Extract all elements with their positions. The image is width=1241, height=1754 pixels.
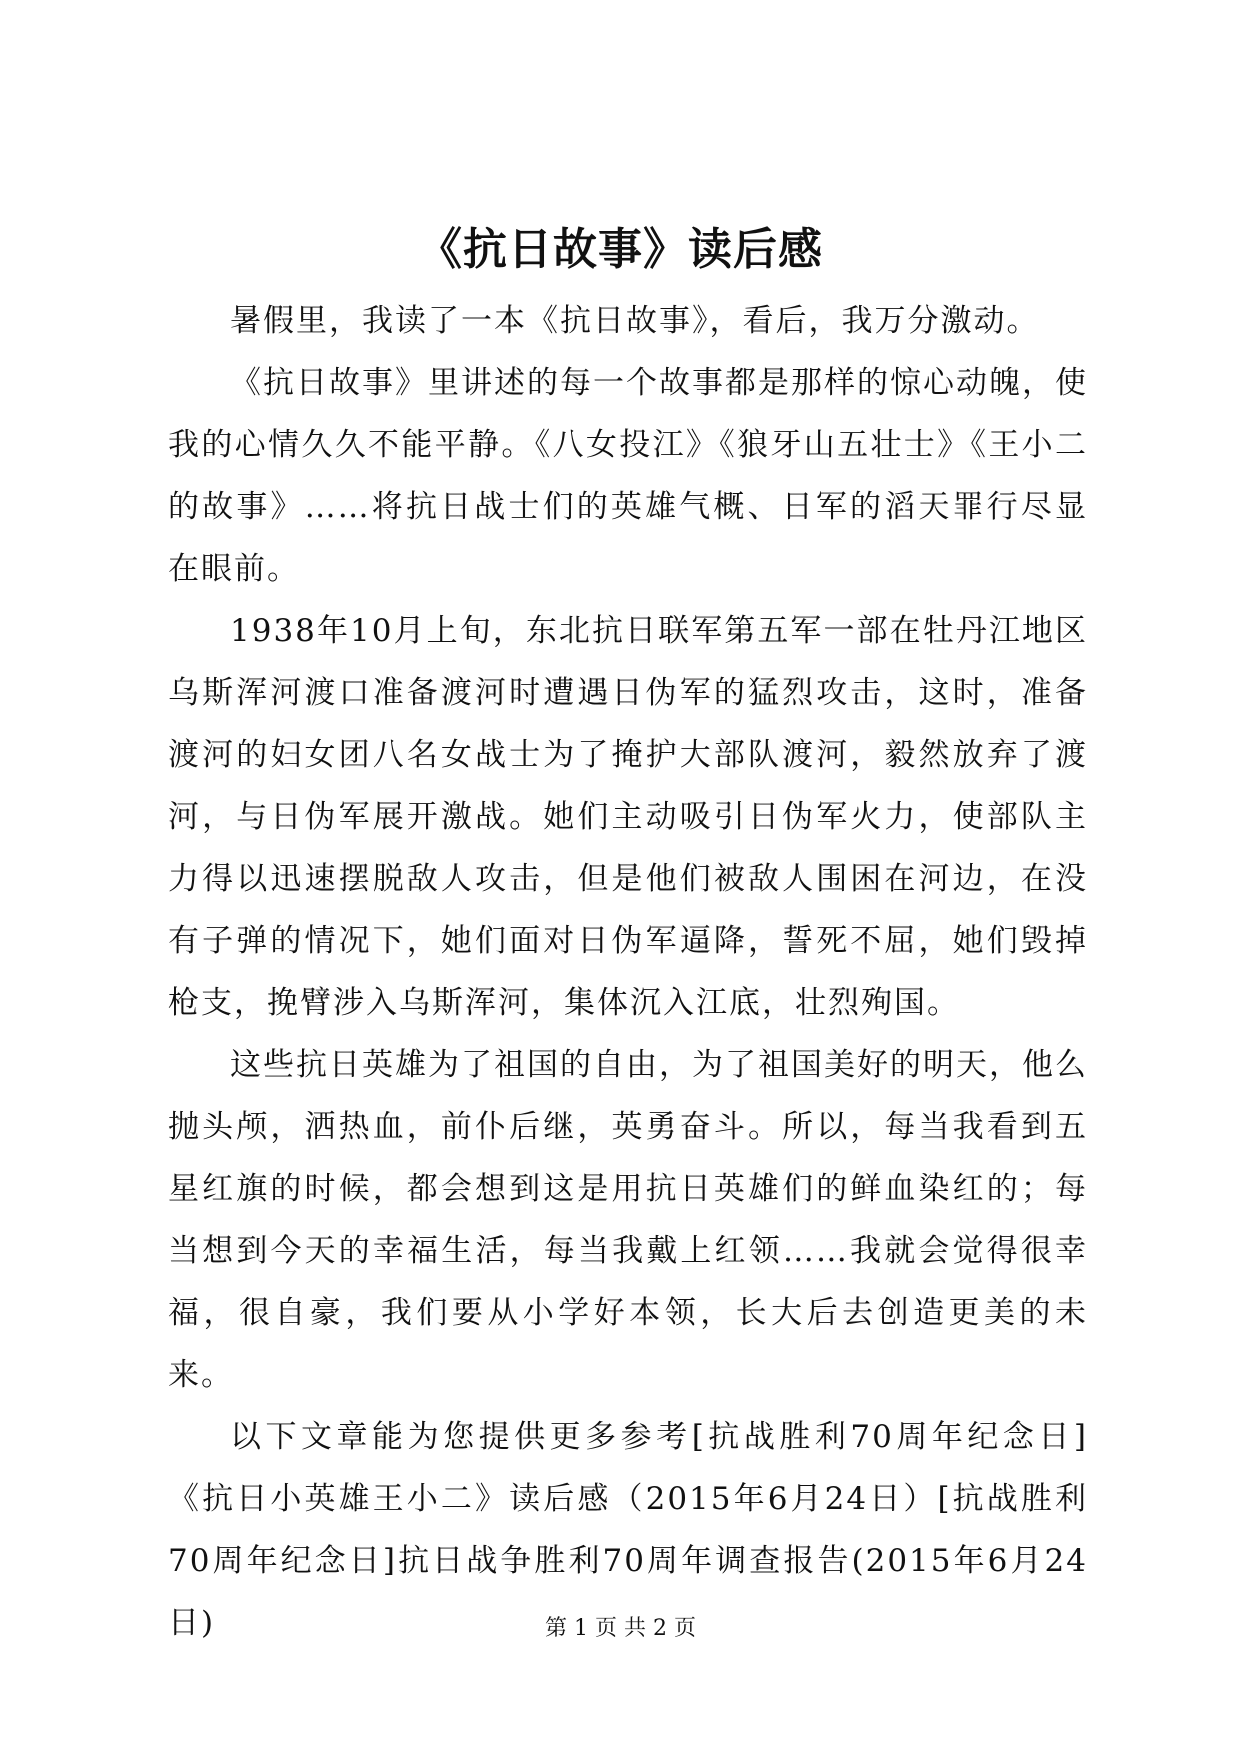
paragraph-3: 1938年10月上旬，东北抗日联军第五军一部在牡丹江地区乌斯浑河渡口准备渡河时遭遇日伪军的猛烈攻击，这时，准备渡河的妇女团八名女战士为了掩护大部队渡河，毅然放弃了渡河，与日伪军展开激战。她们主动吸引日伪军火力，使部队主力得以迅速摆脱敌人攻击，但是他们被敌人围困在河边，在没有子弹的情况下，她们面对日伪军逼降，誓死不屈，她们毁掉枪支，挽臂涉入乌斯浑河，集体沉入江底，壮烈殉国。: [168, 613, 1088, 1021]
page-title: 《抗日故事》读后感: [418, 224, 823, 275]
paragraph-2: 《抗日故事》里讲述的每一个故事都是那样的惊心动魄，使我的心情久久不能平静。《八女投江》《狼牙山五壮士》《王小二的故事》……将抗日战士们的英雄气概、日军的滔天罪行尽显在眼前。: [168, 365, 1088, 587]
page-number-footer: 第 1 页 共 2 页: [545, 1616, 696, 1641]
paragraph-1: 暑假里，我读了一本《抗日故事》，看后，我万分激动。: [230, 303, 1040, 339]
paragraph-5: 以下文章能为您提供更多参考[抗战胜利70周年纪念日]《抗日小英雄王小二》读后感（2015年6月24日）[抗战胜利70周年纪念日]抗日战争胜利70周年调查报告(2015年6月24日): [168, 1419, 1088, 1641]
body-text: [168, 290, 1088, 1654]
paragraph-4: 这些抗日英雄为了祖国的自由，为了祖国美好的明天，他么抛头颅，洒热血，前仆后继，英勇奋斗。所以，每当我看到五星红旗的时候，都会想到这是用抗日英雄们的鲜血染红的；每当想到今天的幸福生活，每当我戴上红领……我就会觉得很幸福，很自豪，我们要从小学好本领，长大后去创造更美的未来。: [168, 1047, 1088, 1393]
